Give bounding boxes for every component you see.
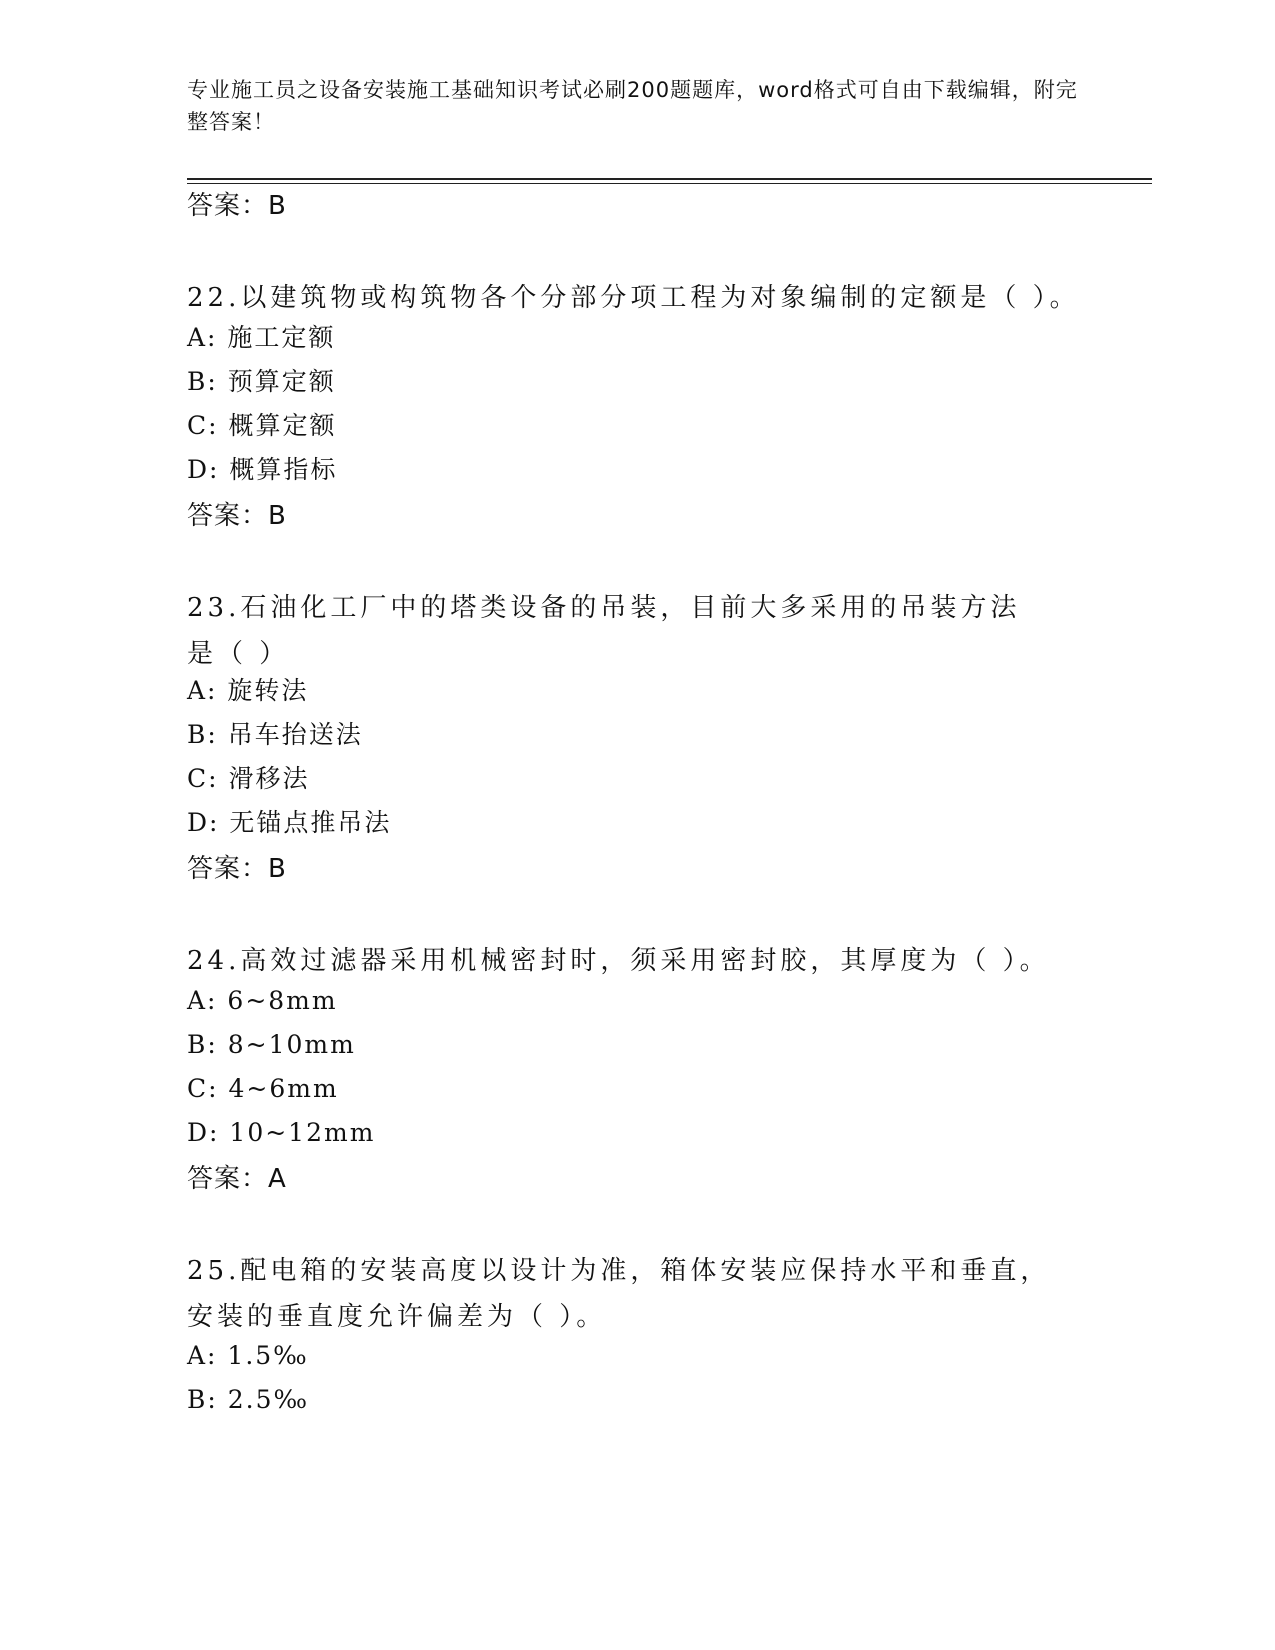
option-c: C: 概算定额 [187,411,337,440]
answer-label: 答案：A [187,1164,287,1194]
question-text: 24.高效过滤器采用机械密封时，须采用密封胶，其厚度为（ ）。 [187,946,1050,976]
option-a: A: 旋转法 [187,676,309,705]
option-c: C: 滑移法 [187,764,310,793]
option-a: A: 施工定额 [187,323,336,352]
answer-label: 答案：B [187,191,287,221]
option-a: A: 1.5‰ [187,1341,309,1370]
question-text: 25.配电箱的安装高度以设计为准，箱体安装应保持水平和垂直，安装的垂直度允许偏差为（ ）。 [187,1256,1051,1332]
header-rule [187,178,1152,180]
option-b: B: 8~10mm [187,1030,356,1059]
option-b: B: 2.5‰ [187,1385,310,1414]
option-b: B: 预算定额 [187,367,336,396]
answer-label: 答案：B [187,854,287,884]
answer-label: 答案：B [187,501,287,531]
question-text: 23.石油化工厂中的塔类设备的吊装，目前大多采用的吊装方法是（ ） [187,593,1021,669]
option-d: D: 概算指标 [187,455,338,484]
option-d: D: 10~12mm [187,1118,376,1147]
option-b: B: 吊车抬送法 [187,720,363,749]
option-a: A: 6~8mm [187,986,338,1015]
document-header: 专业施工员之设备安装施工基础知识考试必刷200题题库，word格式可自由下载编辑，附完整答案！ [187,78,1078,134]
option-d: D: 无锚点推吊法 [187,808,392,837]
header-rule-thin [187,183,1152,184]
question-text: 22.以建筑物或构筑物各个分部分项工程为对象编制的定额是（ ）。 [187,283,1080,313]
option-c: C: 4~6mm [187,1074,339,1103]
